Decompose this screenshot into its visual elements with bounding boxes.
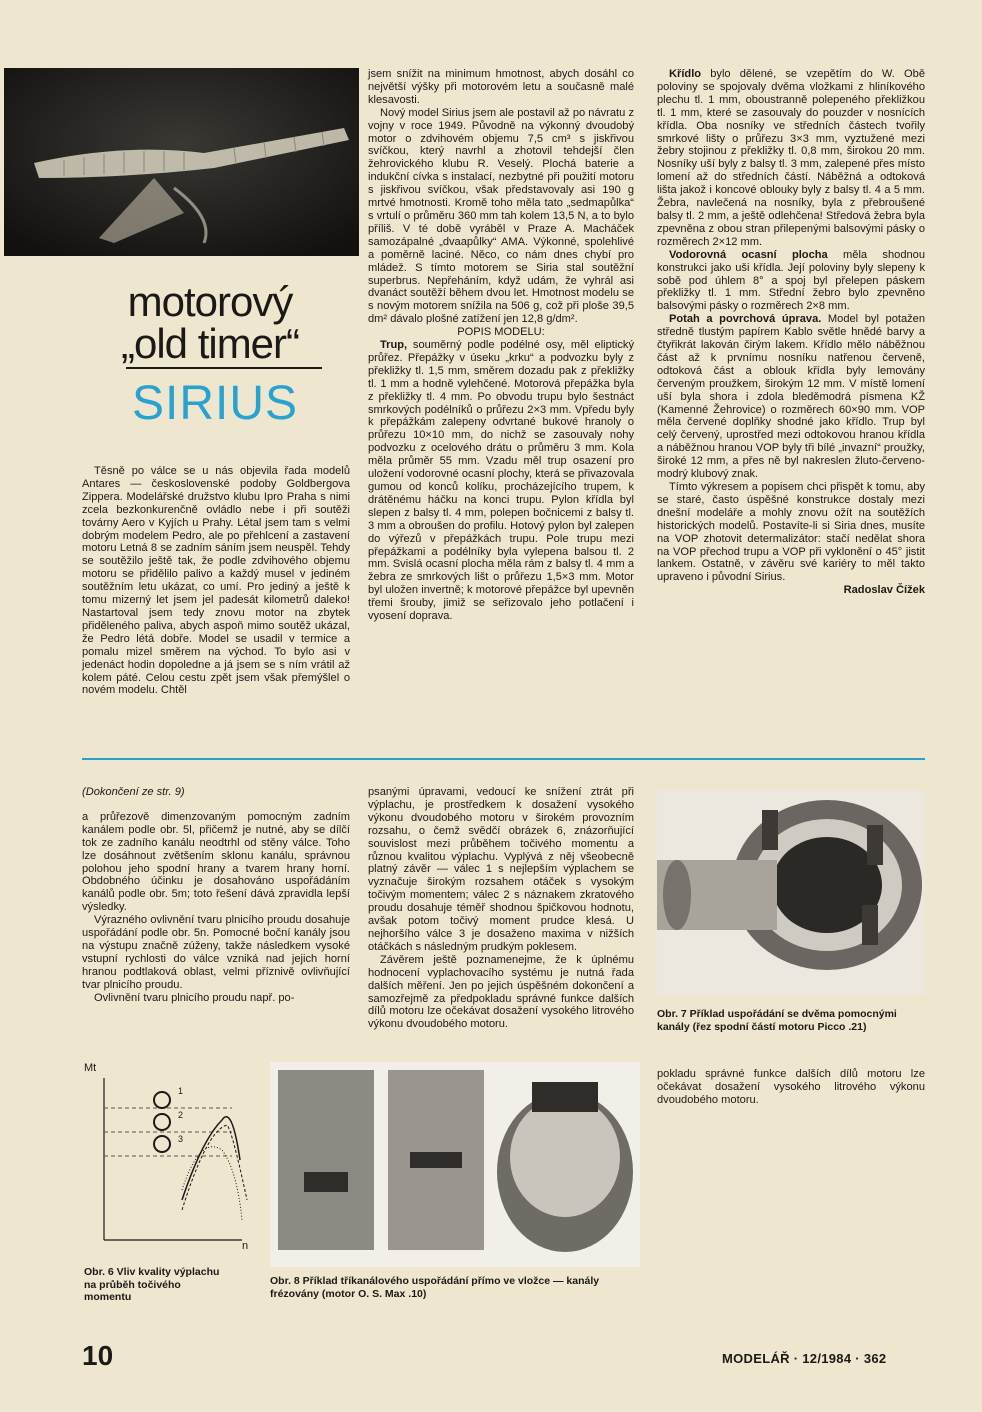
continuation-column-3	[657, 1068, 925, 1107]
page-number: 10	[82, 1340, 114, 1371]
cont-col2-paragraph-1: psanými úpravami, vedoucí ke snížení ztrát při výplachu, je prostředkem k dosažení vysokého výkonu dvoudobého motoru v širokém provozním rozsahu, o čemž svědčí obrázek 6, znázorňující souvislost mezi průběhem točivého momentu a různou kvalitou výplachu. Vyplývá z něj všeobecně platný závěr — válec 1 s nejlepším výplachem se vyznačuje širokým rozsahem otáček s vysokým točivým momentem; válec 2 s náznakem zkratového proudu dosahuje téměř shodnou špičkovou hodnotu, avšak potom točivý moment prudce klesá. U nejhoršího válce 3 je dosaženo maxima v nižších otáčkách s následným prudkým poklesem.	[368, 786, 634, 953]
col3-paragraph-1	[657, 68, 925, 249]
col3-paragraph-4: Tímto výkresem a popisem chci přispět k tomu, aby se staré, často úspěšné konstrukce dostaly mezi dnešní modeláře a mohly znovu ožít na soutěžích historických modelů. Postavíte-li si Siria dnes, musíte na VOP zhotovit determalizátor: stačí nedělat shora na VOP přechod trupu a VOP při vyklonění o 45° jistit lankem. Ostatně, v závěru své kariéry to měl takto upraveno i původní Sirius.	[657, 481, 925, 584]
cont-col1-paragraph-3: Ovlivnění tvaru plnicího proudu např. po-	[94, 991, 295, 1004]
cylinder-liners-illustration	[270, 1062, 640, 1267]
fig6-mark-2: 2	[178, 1110, 184, 1120]
vop-text: měla shodnou konstrukci jako uši křídla. Její poloviny byly slepeny k sobě pod úhlem 8° a spoj byl přelepen páskem překližky tl. 1 mm. Střední žebro bylo zpevněno balsovými pásky o rozměrech 2×8 mm.	[657, 248, 925, 313]
fig6-x-label: n	[242, 1240, 249, 1252]
cont-col1-paragraph-1: a průřezově dimenzovaným pomocným zadním kanálem podle obr. 5l, přičemž je nutné, aby se dílčí tok ze zadního kanálu neodtrhl od stěny válce. Toho lze dosáhnout zvětšením sklonu kanálu, správnou polohou jeho spodní hrany a tvarem hrany horní. Obdobného účinku je dosahováno uspořádáním kanálů podle obr. 5m; toto řešení dává zpravidla lepší výsledky.	[82, 810, 350, 914]
article-title-line1: motorový	[127, 278, 293, 325]
col3-paragraph-3	[657, 313, 925, 481]
col2-paragraph-3	[368, 339, 634, 623]
continuation-note: (Dokončení ze str. 9)	[82, 786, 185, 798]
continuation-column-2	[368, 786, 634, 1031]
article-title-line2: „old timer“	[120, 320, 300, 367]
article-column-2	[368, 68, 634, 623]
kridlo-lead: Křídlo	[669, 68, 702, 80]
fig8-photo	[270, 1062, 640, 1267]
fig6-y-label: Mt	[84, 1062, 97, 1074]
col2-paragraph-1: jsem snížit na minimum hmotnost, abych dosáhl co největší výšky při motorovém letu a současně malé klesavosti.	[368, 68, 634, 106]
col3-paragraph-2	[657, 249, 925, 314]
potah-text: Model byl potažen středně tlustým papírem Kablo světle hnědé barvy a čtyřikrát lakován čirým lakem. Křídlo mělo náběžnou část až k prvnímu nosníku natřenou červeně, odtoková část a oblouk křídla byly lemovány červeným proužkem, širokým 12 mm. V místě lomení uší byla shora i zdola bleděmodrá písmena KŽ (Kamenné Žehrovice) o rozměrech 60×90 mm. VOP měla červené doplňky shodné jako křídlo. Trup byl celý červený, uprostřed mezi odtokovou hranou křídla a náběžnou hranou VOP byly tři bílé „invazní“ proužky, široké 12 mm, a přes ně byl nakreslen žluto-červeno-modrý klubový znak.	[657, 313, 925, 481]
vop-lead: Vodorovná ocasní plocha	[669, 248, 828, 261]
article-column-3	[657, 68, 925, 597]
trup-lead: Trup,	[380, 339, 408, 352]
fig6-caption: Obr. 6 Vliv kvality výplachu na průběh točivého momentu	[84, 1266, 220, 1304]
section-divider	[82, 758, 925, 760]
fig7-caption: Obr. 7 Příklad uspořádání se dvěma pomocnými kanály (řez spodní částí motoru Picco .21)	[657, 1008, 897, 1033]
fig6-diagram	[82, 1060, 252, 1260]
potah-lead: Potah a povrchová úprava.	[669, 313, 822, 326]
section-heading: POPIS MODELU:	[457, 326, 545, 339]
intro-paragraph: Těsně po válce se u nás objevila řada modelů Antares — československé podoby Goldbergova Zippera. Modelářské družstvo klubu Ipro Praha s nimi zcela bezkonkurenčně ovládlo nebe i při soutěži továrny Aero v Kyjích u Prahy. Létal jsem tam s velmi dobrým modelem Pedro, ale po přehlcení a zastavení motoru Letná 8 se zadním sáním jsem neuspěl. Tehdy se soutěžilo ještě tak, že podle zdvihového objemu motoru se přidělilo palivo a každý musel v jediném soutěžním letu ukázat, co umí. Pro jediný a ještě k tomu mizerný let jsem jel padesát kilometrů daleko! Nastartoval jsem tedy znovu motor na zbytek přiděleného paliva, abych aspoň mimo soutěž ukázal, že Pedro létá dobře. Model se usadil v termice a pomalu mizel směrem na východ. To bylo asi v jedenáct hodin dopoledne a já jsem se s ním vrátil až kolem páté. Celou cestu zpět jsem však přemýšlel o novém modelu. Chtěl	[82, 465, 350, 697]
cont-col2-paragraph-2: Závěrem ještě poznamenejme, že k úplnému hodnocení vyplachovacího systému je nutná řada dalších měření. Jen po jejich úspěšném dokončení a samozřejmě za předpokladu správné funkce dalších dílů motoru lze očekávat dosažení vysokého litrového výkonu dvoudobého motoru.	[368, 953, 634, 1031]
cont-col3-paragraph: pokladu správné funkce dalších dílů motoru lze očekávat dosažení vysokého litrového výkonu dvoudobého motoru.	[657, 1068, 925, 1106]
author-signature: Radoslav Čížek	[843, 584, 925, 597]
title-divider	[126, 367, 322, 369]
fig7-photo	[657, 790, 925, 995]
trup-text: souměrný podle podélné osy, měl eliptický průřez. Přepážky v úseku „krku“ a podvozku byly z překližky tl. 1,5 mm, směrem dozadu pak z překližky tl. 1 mm a hodně vylehčené. Motorová přepážka byla z překližky tl. 4 mm. Po obvodu trupu bylo šestnáct smrkových podélníků o průřezu 2×3 mm. Vpředu byly k přepážkám zalepeny odvrtané bukové hranoly o průřezu 10×10 mm, do nichž se zasouvaly nohy podvozku z ocelového drátu o průměru 3 mm. Kola měla průměr 55 mm. Vzadu měl trup osazení pro uložení vodorovné ocasní plochy, která se přivazovala gumou od konců kolíku, procházejícího trupem, k drátěnému háčku na konci trupu. Pylon křídla byl slepen z balsy tl. 4 mm, polepen bočnicemi z balsy tl. 3 mm a obroušen do profilu. Hotový pylon byl zalepen do výřezů v přepážkách trupu. Pole trupu mezi přepážkami a podélníky byla vylepena balsou tl. 2 mm. Svislá ocasní plocha měla rám z balsy tl. 4 mm a žebra ze smrkových lišt o průřezu 1,5×3 mm. Motor byl uložen invertně; k motorové přepážce byl upevněn třemi šrouby, jimiž se seřizovalo jeho potlačení i vyosení doprava.	[368, 339, 634, 623]
magazine-footer: MODELÁŘ · 12/1984 · 362	[722, 1351, 887, 1366]
continuation-column-1	[82, 786, 350, 1005]
fig8-caption: Obr. 8 Příklad tříkanálového uspořádání přímo ve vložce — kanály frézovány (motor O. S. Max .10)	[270, 1275, 600, 1300]
cont-col1-paragraph-2: Výrazného ovlivnění tvaru plnicího proudu dosahuje uspořádání podle obr. 5n. Pomocné boční kanály jsou na výstupu značně zúženy, takže následkem vysoké vstupní rychlosti do válce vzniká nad jejich horní hranou podtlaková oblast, velmi příznivě ovlivňující tvar plnicího proudu.	[82, 914, 350, 991]
airplane-illustration	[4, 68, 359, 256]
torque-curve-diagram	[82, 1060, 252, 1260]
article-title-sirius: SIRIUS	[131, 377, 299, 430]
fig6-mark-1: 1	[178, 1086, 184, 1096]
engine-cylinder-illustration	[657, 790, 925, 995]
model-photo	[4, 68, 359, 256]
fig6-mark-3: 3	[178, 1134, 184, 1144]
article-column-1	[82, 465, 350, 697]
col2-paragraph-2: Nový model Sirius jsem ale postavil až po návratu z vojny v roce 1949. Původně na výkonný dvoudobý motor o zdvihovém objemu 7,5 cm³ s jiskřivou svíčkou, který navrhl a zhotovil tehdejší člen žehrovického klubu R. Veselý. Plochá baterie a indukční cívka s instalací, nezbytné při použití motoru s jiskřivou svíčkou, však představovaly asi 190 g mrtvé hmotnosti. Kromě toho měla tato „sedmapůlka“ s vrtulí o průměru 360 mm tah kolem 13,5 N, a to bylo příliš. V té době vyráběl v Praze A. Macháček samozápalné „dvaapůlky“ AMA. Výkonné, spolehlivé a poměrně laciné. Něco, co nám dnes chybí pro mládež. S tímto motorem se Siria stal soutěžní superbrus. Nepřeháním, když udám, že vyhrál asi dvanáct soutěží během dvou let. Hmotnost modelu se s novým motorem snížila na 506 g, což při ploše 39,5 dm² dávalo plošné zatížení jen 12,8 g/dm².	[368, 106, 634, 326]
kridlo-text: bylo dělené, se vzepětím do W. Obě poloviny se spojovaly dvěma vložkami z hliníkového plechu tl. 1 mm, oboustranně polepeného překližkou tl. 1 mm, které se zasouvaly do pouzder v nosnících křídla. Oba nosníky ve středních částech tvořily smrkové lišty o průřezu 3×3 mm, vyztužené mezi žebry stojinou z překližky tl. 0,8 mm, širokou 20 mm. Nosníky uší byly z balsy tl. 3 mm, zalepené přes místo lomení až do středních částí. Náběžná a odtoková lišta jakož i koncové oblouky byly z balsy tl. 4 a 5 mm. Žebra, navlečená na nosníky, byla z přebroušené balsy tl. 2 mm, a ještě odlehčena! Středová žebra byla zpevněna z obou stran přilepenými balsovými pásky o rozměrech 2×12 mm.	[657, 68, 925, 248]
